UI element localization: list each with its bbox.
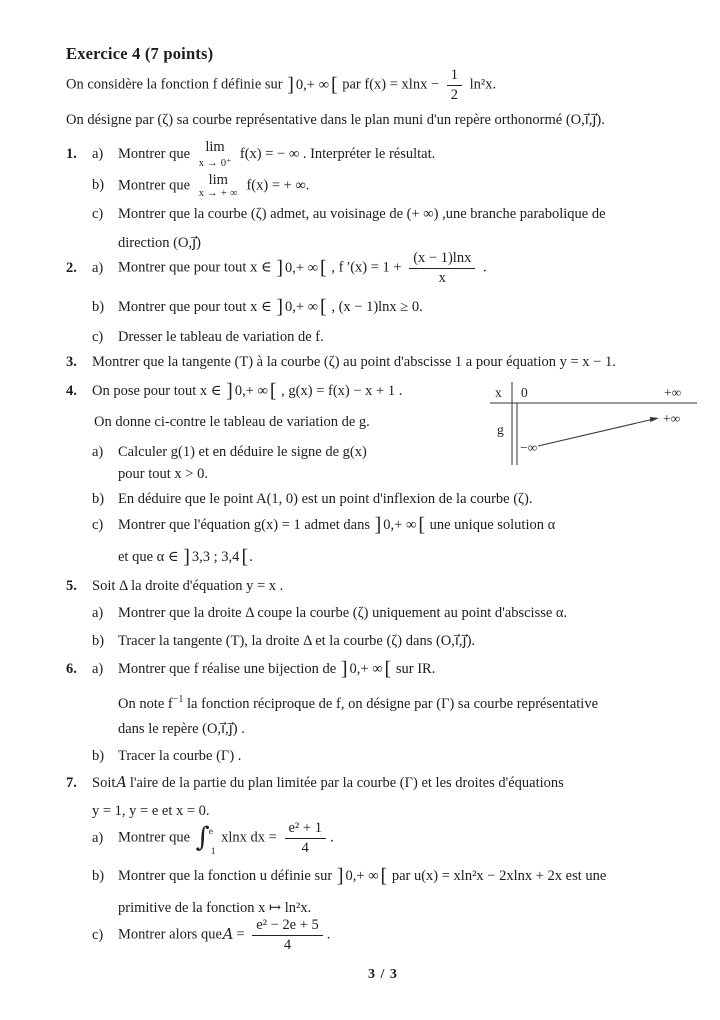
q5-text: Soit Δ la droite d'équation y = x . <box>92 578 284 594</box>
q1b-text: Montrer que <box>118 177 191 194</box>
interval: ] 0,+ ∞ [ <box>340 658 392 680</box>
fraction-e2-plus-1: $\frac{\text{e² + 1}}{4}$ <box>285 820 326 856</box>
intro-formula-end: ln²x. <box>469 76 497 93</box>
q4c-text: Montrer que l'équation g(x) = 1 admet dans <box>118 517 370 533</box>
item-letter: c) <box>92 926 104 943</box>
interval: ] 0,+ ∞ [ <box>336 865 388 887</box>
item-number: 2. <box>66 259 77 276</box>
q6a2-end: la fonction réciproque de f, on désigne par (Γ) sa courbe représentative <box>187 695 599 712</box>
q6a-line <box>66 659 435 679</box>
interval-alpha: ] 3,3 ; 3,4 [ <box>183 546 249 568</box>
item-number: 3. <box>66 354 77 370</box>
item-letter: c) <box>92 206 104 222</box>
q6a-end: sur IR. <box>395 661 436 677</box>
q7c-line <box>92 917 330 953</box>
interval: ] 0,+ ∞ [ <box>276 296 327 318</box>
q6a-text: Montrer que f réalise une bijection de <box>118 661 337 677</box>
q1c-line <box>92 204 606 224</box>
item-number: 7. <box>66 775 77 791</box>
q5a-line <box>92 603 567 623</box>
item-letter: a) <box>92 259 104 276</box>
q1b-line <box>92 173 309 199</box>
fraction-one-half: $\frac{1}{2}$ <box>447 67 462 103</box>
limit-x-to-infinity: lim x → + ∞ <box>198 172 238 199</box>
q1a-line <box>66 140 435 169</box>
item-letter: b) <box>92 868 105 884</box>
intro-text: On considère la fonction f définie sur <box>66 76 283 93</box>
q4c2-end: . <box>249 549 253 565</box>
q5b-line <box>92 631 475 651</box>
q4a-text: Calculer g(1) et en déduire le signe de g(x) <box>118 444 367 460</box>
q4-text: On pose pour tout x ∈ <box>92 383 222 399</box>
intro-line-1 <box>66 67 496 103</box>
variation-arrow-head <box>650 417 659 422</box>
item-letter: a) <box>92 145 104 162</box>
q4b-text: En déduire que le point A(1, 0) est un point d'inflexion de la courbe (ζ). <box>118 491 533 507</box>
item-letter: b) <box>92 633 105 649</box>
q7a-formula: xlnx dx = <box>221 829 277 846</box>
table-plus-infinity: +∞ <box>663 411 681 426</box>
q6b-text: Tracer la courbe (Γ) . <box>118 748 242 764</box>
q6a-line-2 <box>118 690 598 714</box>
limit-x-to-0: lim x → 0+ <box>198 139 232 169</box>
intro-formula: par f(x) = xlnx − <box>342 76 440 93</box>
interval: ] 0,+ ∞ [ <box>226 380 277 402</box>
item-number: 6. <box>66 661 77 677</box>
q1b-result: f(x) = + ∞. <box>246 177 310 194</box>
q2c-line <box>92 327 324 347</box>
item-letter: a) <box>92 829 104 846</box>
inverse-exponent: −1 <box>172 694 184 705</box>
q7-text-2: l'aire de la partie du plan limitée par la courbe (Γ) et les droites d'équations <box>129 775 564 791</box>
item-letter: c) <box>92 517 104 533</box>
q4-intro-line <box>66 381 402 401</box>
q7c-end: . <box>326 926 331 943</box>
q7c-text: Montrer alors que <box>118 926 222 943</box>
q1c-text: Montrer que la courbe (ζ) admet, au voisinage de (+ ∞) ,une branche parabolique de <box>118 206 606 222</box>
item-letter: c) <box>92 329 104 345</box>
table-x-header: x <box>495 385 502 400</box>
exercise-title: Exercice 4 (7 points) <box>66 44 214 63</box>
q5-intro-line <box>66 576 283 596</box>
variation-arrow <box>538 419 654 446</box>
q5a-text: Montrer que la droite Δ coupe la courbe (ζ) uniquement au point d'abscisse α. <box>118 605 568 621</box>
page-number: 3 / 3 <box>368 967 398 982</box>
q7-intro-line-2: y = 1, y = e et x = 0. <box>92 803 210 819</box>
script-A: A <box>222 926 234 943</box>
q7a-end: . <box>329 829 334 846</box>
item-number: 1. <box>66 145 77 162</box>
equals-sign: = <box>236 926 245 943</box>
q2b-line <box>92 297 423 317</box>
q6a2-text: On note f <box>118 695 173 712</box>
q7b-line <box>92 866 606 886</box>
table-g-label: g <box>497 422 504 437</box>
script-A: A <box>116 775 127 791</box>
q2a-line <box>66 250 487 286</box>
q4-formula: , g(x) = f(x) − x + 1 . <box>281 383 403 399</box>
q2b-end: , (x − 1)lnx ≥ 0. <box>331 299 423 315</box>
q7a-text: Montrer que <box>118 829 191 846</box>
q7-intro-line <box>66 773 564 793</box>
q1c-line-2: direction (O,j⃗) <box>118 235 201 251</box>
item-number: 4. <box>66 383 77 399</box>
interval: ] 0,+ ∞ [ <box>374 514 425 536</box>
q5b-text: Tracer la tangente (T), la droite Δ et la courbe (ζ) dans (O,i⃗,j⃗). <box>118 633 476 649</box>
q7b-line-2: primitive de la fonction x ↦ ln²x. <box>118 900 312 916</box>
q1a-text: Montrer que <box>118 145 191 162</box>
fraction-area: $\frac{\text{e² − 2e + 5}}{4}$ <box>252 917 323 953</box>
table-zero: 0 <box>521 385 528 400</box>
q2a-text: Montrer que pour tout x ∈ <box>118 259 272 276</box>
q6b-line <box>92 746 241 766</box>
q4a-line-2: pour tout x > 0. <box>118 466 208 482</box>
q4c-end: une unique solution α <box>429 517 556 533</box>
fraction-derivative: $\frac{(x - 1)\ln x}{x}$ <box>409 250 475 286</box>
item-letter: b) <box>92 748 105 764</box>
q6a-line-3: dans le repère (O,i⃗,j⃗) . <box>118 721 245 737</box>
q7a-line <box>92 820 334 856</box>
q2a-end: . <box>482 259 487 276</box>
item-number: 5. <box>66 578 77 594</box>
item-letter: a) <box>92 444 104 460</box>
item-letter: a) <box>92 661 104 677</box>
item-letter: b) <box>92 491 105 507</box>
variation-table <box>488 382 700 466</box>
q2c-text: Dresser le tableau de variation de f. <box>118 329 324 345</box>
q4a-line <box>92 442 367 462</box>
q4b-line <box>92 489 533 509</box>
q4-intro-line-2: On donne ci-contre le tableau de variation de g. <box>94 414 370 430</box>
q2b-text: Montrer que pour tout x ∈ <box>118 299 272 315</box>
item-letter: a) <box>92 605 104 621</box>
q4c2-text: et que α ∈ <box>118 549 179 565</box>
q7b-text: Montrer que la fonction u définie sur <box>118 868 333 884</box>
interval: ] 0,+ ∞ [ <box>276 256 327 279</box>
q4c-line-2 <box>118 547 253 567</box>
item-letter: b) <box>92 177 105 194</box>
q7b-end: par u(x) = xln²x − 2xlnx + 2x est une <box>391 868 607 884</box>
integral-1-to-e: ∫ e 1 <box>195 822 216 858</box>
q4c-line <box>92 515 555 535</box>
item-letter: b) <box>92 299 105 315</box>
q3-text: Montrer que la tangente (T) à la courbe (ζ) au point d'abscisse 1 a pour équation y = x − 1. <box>92 354 616 370</box>
q1a-result: f(x) = − ∞ . Interpréter le résultat. <box>239 145 436 162</box>
table-plus-infinity-top: +∞ <box>664 385 682 400</box>
intro-line-2: On désigne par (ζ) sa courbe représentative dans le plan muni d'un repère orthonormé (O,i⃗,j⃗). <box>66 112 605 128</box>
variation-table-grid <box>488 382 700 466</box>
q2a-formula: , f ′(x) = 1 + <box>331 259 402 276</box>
q7-text: Soit <box>92 775 116 791</box>
table-minus-infinity: −∞ <box>520 440 538 455</box>
interval: ] 0,+ ∞ [ <box>287 73 338 96</box>
q3-line <box>66 352 616 372</box>
